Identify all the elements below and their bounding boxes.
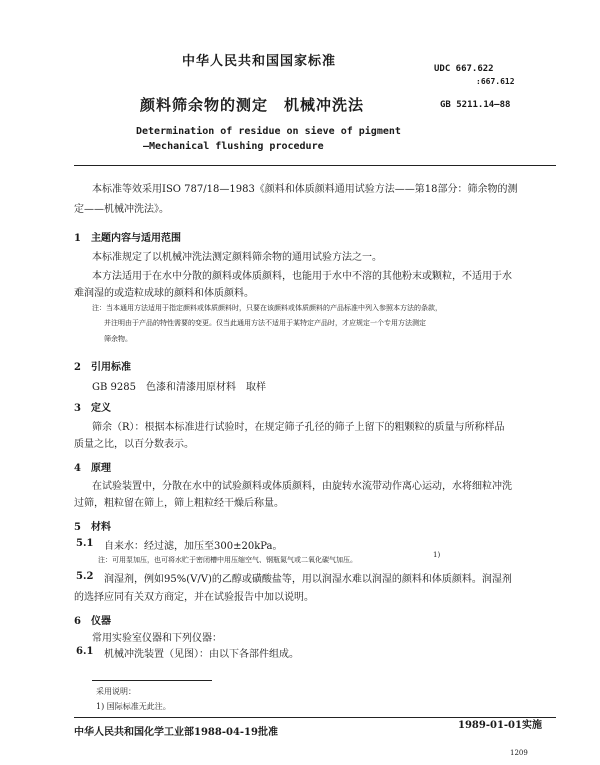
approval-statement: 中华人民共和国化学工业部1988-04-19批准 [74,727,278,738]
section-2-heading: 2 引用标准 [74,362,131,373]
section-5-heading: 5 材料 [74,522,111,533]
item-5-1-number: 5.1 [76,538,94,549]
item-5-2-text: 润湿剂，例如95%(V/V)的乙醇或磺酸盐等，用以润湿水难以润湿的颜料和体质颜料。润湿剂 [104,574,512,585]
footnote-label: 采用说明： [96,687,136,696]
page-number: 1209 [510,749,528,757]
item-5-1-text: 自来水：经过滤，加压至300±20kPa。 [104,541,283,552]
section-1-para-1: 本标准规定了以机械冲洗法测定颜料筛余物的通用试验方法之一。 [92,252,382,263]
document-title-en-2: —Mechanical flushing procedure [143,141,324,152]
section-3-heading: 3 定义 [74,403,111,414]
section-1-heading: 1 主题内容与适用范围 [74,233,181,244]
section-1-note-3: 筛余物。 [104,335,132,343]
footnote-divider [92,680,212,681]
section-3-para-1: 筛余（R）：根据本标准进行试验时，在规定筛子孔径的筛子上留下的粗颗粒的质量与所称样品 [92,422,505,433]
country-standard-title: 中华人民共和国国家标准 [182,54,337,69]
udc-code-1: UDC 667.622 [434,64,494,74]
header-divider [74,165,556,166]
section-4-para-1: 在试验装置中，分散在水中的试验颜料或体质颜料，由旋转水流带动作离心运动，水将细粒冲洗 [92,481,512,492]
gb-standard-number: GB 5211.14—88 [440,100,511,110]
section-1-para-2b: 难润湿的或造粒成球的颜料和体质颜料。 [74,288,254,299]
item-5-2-number: 5.2 [76,571,94,582]
item-5-2-text-2: 的选择应同有关双方商定，并在试验报告中加以说明。 [74,592,314,603]
document-title-en-1: Determination of residue on sieve of pigment [136,126,401,137]
udc-code-2: :667.612 [476,77,515,86]
section-3-para-2: 质量之比，以百分数表示。 [74,439,194,450]
item-5-1-note: 注：可用泵加压，也可将水贮于密闭槽中用压缩空气、钢瓶氮气或二氧化碳气加压。 [98,556,357,564]
section-2-item: GB 9285 色漆和清漆用原材料 取样 [92,382,266,393]
item-6-1-text: 机械冲洗装置（见图）：由以下各部件组成。 [104,649,299,660]
item-5-1-footnote-ref: 1) [433,551,441,559]
section-1-note-1: 注：当本通用方法适用于指定颜料或体质颜料时，只要在该颜料或体质颜料的产品标准中列入参照本方法的条款， [92,304,442,312]
section-1-para-2a: 本方法适用于在水中分散的颜料或体质颜料，也能用于水中不溶的其他粉末或颗粒，不适用于水 [92,271,512,282]
section-6-heading: 6 仪器 [74,616,111,627]
section-6-para-1: 常用实验室仪器和下列仪器： [92,633,222,644]
intro-line-2: 定——机械冲洗法》。 [74,204,169,215]
item-6-1-number: 6.1 [76,646,94,657]
section-4-heading: 4 原理 [74,463,111,474]
intro-line-1: 本标准等效采用ISO 787/18—1983《颜料和体质颜料通用试验方法——第18部分：筛余物的测 [92,184,518,195]
document-title-cn: 颜料筛余物的测定 机械冲洗法 [140,96,365,114]
section-4-para-2: 过筛，粗粒留在筛上，筛上粗粒经干燥后称量。 [74,498,284,509]
section-1-note-2: 并注明由于产品的特性需要的变更。仅当此通用方法不适用于某特定产品时，才应规定一个专用方法测定 [104,319,426,327]
footnote-text: 1) 国际标准无此注。 [96,702,171,711]
effective-date: 1989-01-01实施 [458,720,542,731]
